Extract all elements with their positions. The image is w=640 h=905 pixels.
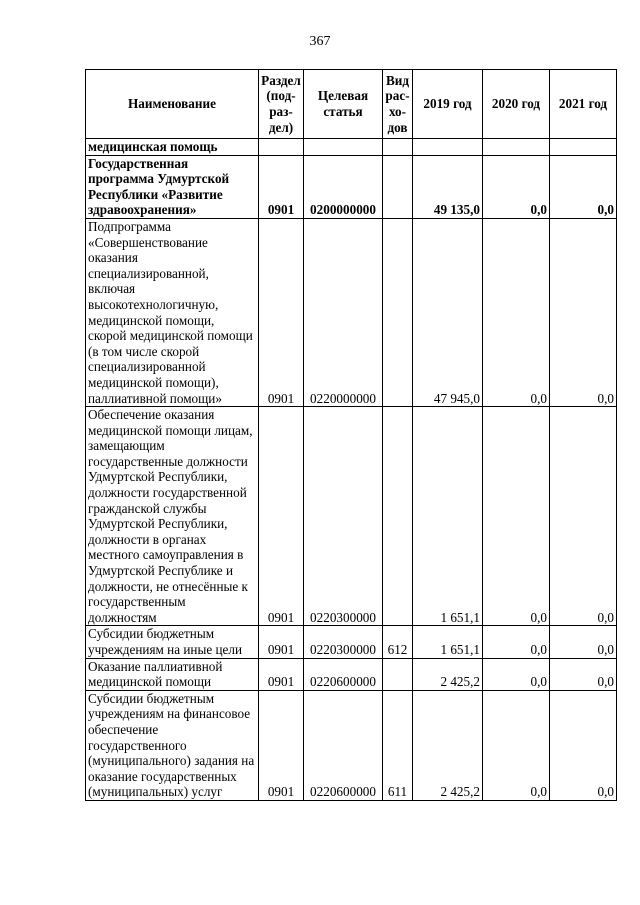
table-cell-expense-type xyxy=(383,155,413,218)
table-cell-expense-type xyxy=(383,658,413,690)
header-name: Наименование xyxy=(86,70,259,139)
table-cell-article: 0220300000 xyxy=(304,626,383,658)
table-cell-section: 0901 xyxy=(259,626,304,658)
table-cell-section xyxy=(259,139,304,156)
table-cell-2019 xyxy=(413,139,483,156)
table-row xyxy=(86,407,617,626)
budget-table xyxy=(85,69,617,801)
table-cell-name: Обеспечение оказания медицинской помощи лицам, замещающим государственные должности Удмуртской Республики, должности государственной гражданской службы Удмуртской Республики, должности в органах местного самоуправления в Удмуртской Республике и должности, не отнесённые к государственным должностям xyxy=(86,407,259,626)
table-cell-2020: 0,0 xyxy=(483,218,550,406)
header-2021: 2021 год xyxy=(550,70,617,139)
table-cell-expense-type xyxy=(383,139,413,156)
table-row xyxy=(86,139,617,156)
table-cell-name: Оказание паллиативной медицинской помощи xyxy=(86,658,259,690)
table-cell-2019: 1 651,1 xyxy=(413,626,483,658)
table-cell-2021 xyxy=(550,139,617,156)
table-cell-name: Подпрограмма «Совершенствование оказания специализированной, включая высокотехнологичную, медицинской помощи, скорой медицинской помощи (в том числе скорой специализированной медицинской помощи), паллиативной помощи» xyxy=(86,218,259,406)
table-cell-2020: 0,0 xyxy=(483,626,550,658)
table-cell-2021: 0,0 xyxy=(550,407,617,626)
table-cell-2019: 2 425,2 xyxy=(413,658,483,690)
table-cell-2020: 0,0 xyxy=(483,658,550,690)
table-cell-2020 xyxy=(483,139,550,156)
table-row xyxy=(86,155,617,218)
table-cell-article: 0220300000 xyxy=(304,407,383,626)
table-cell-article: 0220000000 xyxy=(304,218,383,406)
table-cell-article: 0200000000 xyxy=(304,155,383,218)
table-cell-section: 0901 xyxy=(259,218,304,406)
table-cell-2019: 2 425,2 xyxy=(413,690,483,800)
table-row xyxy=(86,658,617,690)
table-cell-name: Государственная программа Удмуртской Республики «Развитие здравоохранения» xyxy=(86,155,259,218)
header-section: Раздел (под-раз-дел) xyxy=(259,70,304,139)
table-cell-2021: 0,0 xyxy=(550,658,617,690)
header-2020: 2020 год xyxy=(483,70,550,139)
table-cell-section: 0901 xyxy=(259,407,304,626)
table-cell-expense-type: 611 xyxy=(383,690,413,800)
table-cell-section: 0901 xyxy=(259,155,304,218)
table-cell-section: 0901 xyxy=(259,690,304,800)
table-cell-2021: 0,0 xyxy=(550,218,617,406)
table-cell-2021: 0,0 xyxy=(550,626,617,658)
table-cell-article xyxy=(304,139,383,156)
table-cell-expense-type: 612 xyxy=(383,626,413,658)
table-cell-2021: 0,0 xyxy=(550,690,617,800)
table-cell-2020: 0,0 xyxy=(483,155,550,218)
table-cell-2019: 49 135,0 xyxy=(413,155,483,218)
table-cell-name: Субсидии бюджетным учреждениям на финансовое обеспечение государственного (муниципального) задания на оказание государственных (муниципальных) услуг xyxy=(86,690,259,800)
table-cell-expense-type xyxy=(383,218,413,406)
table-cell-2019: 47 945,0 xyxy=(413,218,483,406)
table-cell-article: 0220600000 xyxy=(304,690,383,800)
table-row xyxy=(86,626,617,658)
page-number: 367 xyxy=(309,34,331,49)
header-row xyxy=(86,70,617,139)
table-row xyxy=(86,218,617,406)
table-cell-2019: 1 651,1 xyxy=(413,407,483,626)
table-cell-2020: 0,0 xyxy=(483,690,550,800)
table-cell-article: 0220600000 xyxy=(304,658,383,690)
table-row xyxy=(86,690,617,800)
table-cell-section: 0901 xyxy=(259,658,304,690)
table-cell-name: медицинская помощь xyxy=(86,139,259,156)
table-cell-2021: 0,0 xyxy=(550,155,617,218)
header-expense-type: Вид рас-хо-дов xyxy=(383,70,413,139)
table-cell-expense-type xyxy=(383,407,413,626)
header-2019: 2019 год xyxy=(413,70,483,139)
header-article: Целевая статья xyxy=(304,70,383,139)
table-cell-name: Субсидии бюджетным учреждениям на иные цели xyxy=(86,626,259,658)
table-cell-2020: 0,0 xyxy=(483,407,550,626)
